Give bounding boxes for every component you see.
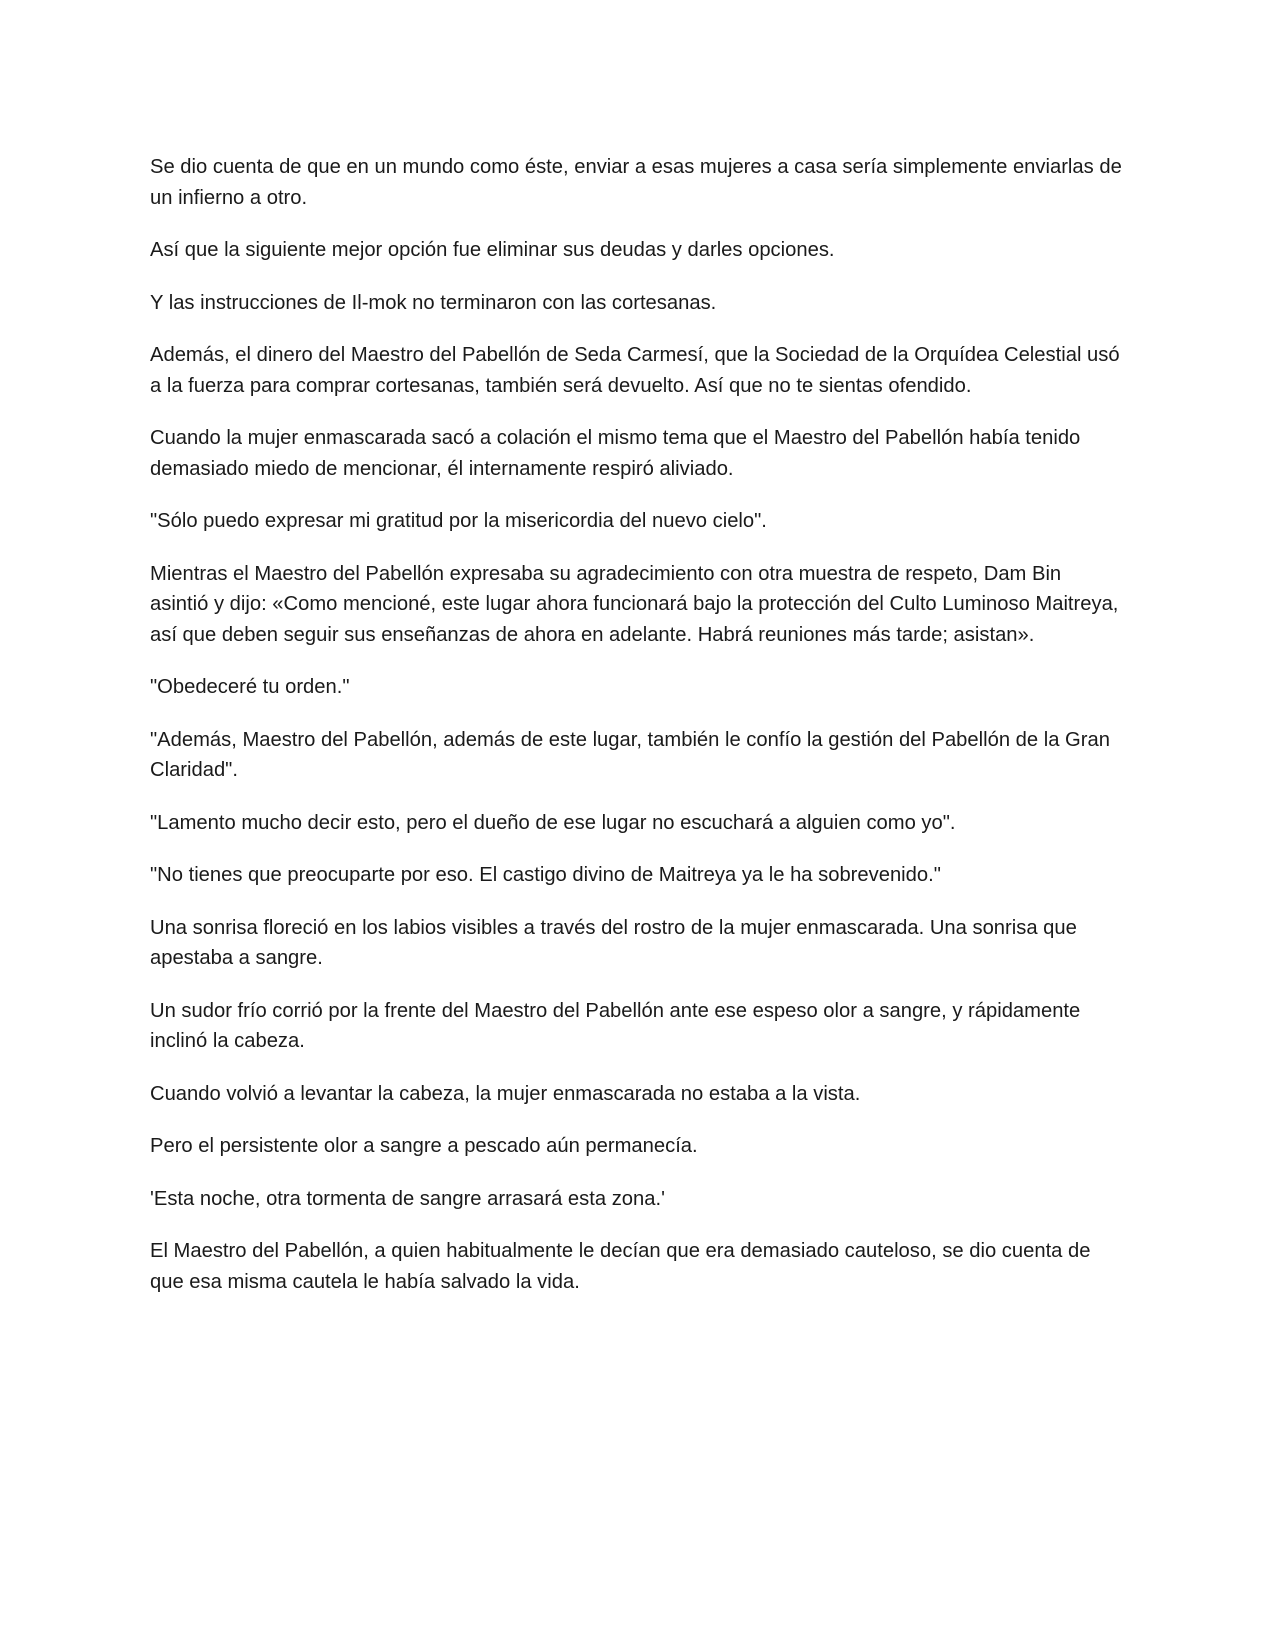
paragraph: "Sólo puedo expresar mi gratitud por la misericordia del nuevo cielo".: [150, 510, 767, 532]
paragraph: 'Esta noche, otra tormenta de sangre arrasará esta zona.': [150, 1187, 665, 1210]
paragraph: Además, el dinero del Maestro del Pabellón de Seda Carmesí, que la Sociedad de la Orquídea Celestial usó a la fuerza para comprar cortesanas, también será devuelto. Así que no te sientas ofendido.: [150, 344, 1120, 397]
paragraph: "No tienes que preocuparte por eso. El castigo divino de Maitreya ya le ha sobrevenido.": [150, 864, 941, 886]
paragraph: "Lamento mucho decir esto, pero el dueño de ese lugar no escuchará a alguien como yo".: [150, 811, 956, 834]
paragraph: Así que la siguiente mejor opción fue eliminar sus deudas y darles opciones.: [150, 239, 835, 261]
paragraph: Cuando la mujer enmascarada sacó a colación el mismo tema que el Maestro del Pabellón había tenido demasiado miedo de mencionar, él internamente respiró aliviado.: [150, 427, 1081, 480]
paragraph: Mientras el Maestro del Pabellón expresaba su agradecimiento con otra muestra de respeto, Dam Bin asintió y dijo: «Como mencioné, este lugar ahora funcionará bajo la protección del Culto Luminoso Maitreya, así que deben seguir sus enseñanzas de ahora en adelante. Habrá reuniones más tarde; asistan».: [150, 562, 1119, 646]
paragraph: Se dio cuenta de que en un mundo como éste, enviar a esas mujeres a casa sería simplemente enviarlas de un infierno a otro.: [150, 156, 1122, 209]
paragraph: Y las instrucciones de Il-mok no terminaron con las cortesanas.: [150, 291, 717, 314]
paragraph: El Maestro del Pabellón, a quien habitualmente le decían que era demasiado cauteloso, se dio cuenta de que esa misma cautela le había salvado la vida.: [150, 1240, 1091, 1293]
paragraph: Cuando volvió a levantar la cabeza, la mujer enmascarada no estaba a la vista.: [150, 1082, 861, 1105]
document-body: [150, 152, 1125, 1319]
paragraph: "Además, Maestro del Pabellón, además de este lugar, también le confío la gestión del Pabellón de la Gran Claridad".: [150, 728, 1110, 781]
paragraph: Una sonrisa floreció en los labios visibles a través del rostro de la mujer enmascarada. Una sonrisa que apestaba a sangre.: [150, 916, 1077, 969]
paragraph: Pero el persistente olor a sangre a pescado aún permanecía.: [150, 1135, 698, 1157]
paragraph: "Obedeceré tu orden.": [150, 676, 350, 698]
paragraph: Un sudor frío corrió por la frente del Maestro del Pabellón ante ese espeso olor a sangre, y rápidamente inclinó la cabeza.: [150, 999, 1081, 1052]
